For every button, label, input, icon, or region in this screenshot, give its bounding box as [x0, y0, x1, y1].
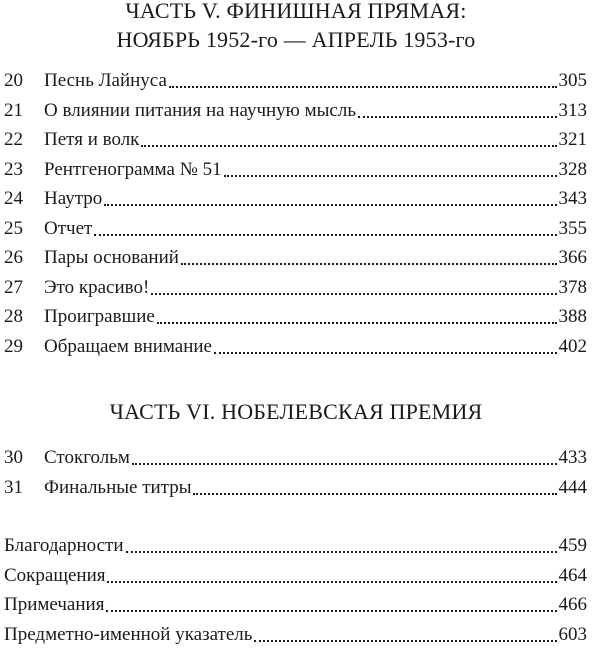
- dot-leader: [169, 86, 557, 88]
- toc-entry-chapter-24[interactable]: [4, 186, 587, 212]
- page-number: 355: [558, 217, 587, 239]
- page-number: 305: [558, 70, 587, 91]
- page-number: 464: [558, 564, 587, 586]
- page-number: 444: [558, 476, 587, 498]
- toc-entry-chapter-27[interactable]: [4, 275, 587, 301]
- dot-leader: [358, 116, 557, 118]
- part-6-heading: ЧАСТЬ VI. НОБЕЛЕВСКАЯ ПРЕМИЯ: [109, 399, 483, 424]
- toc-entry-chapter-29[interactable]: [4, 334, 587, 360]
- chapter-number: 29: [4, 335, 23, 357]
- chapter-number: 31: [4, 476, 23, 498]
- dot-leader: [214, 352, 557, 354]
- chapter-title: Стокгольм: [44, 447, 130, 468]
- toc-entry-chapter-20[interactable]: [4, 68, 587, 94]
- toc-entry-index[interactable]: [4, 622, 587, 648]
- chapter-number: 21: [4, 99, 23, 121]
- chapter-number: 27: [4, 276, 23, 298]
- toc-entry-chapter-31[interactable]: [4, 475, 587, 501]
- toc-entry-chapter-26[interactable]: [4, 245, 587, 271]
- page-number: 343: [558, 188, 587, 209]
- dot-leader: [151, 293, 556, 295]
- chapter-number: 30: [4, 447, 23, 468]
- chapter-number: 28: [4, 306, 23, 327]
- chapter-title: Наутро: [44, 188, 103, 209]
- dot-leader: [224, 175, 557, 177]
- back-matter-title: Благодарности: [4, 535, 124, 556]
- back-matter-title: Примечания: [4, 594, 105, 615]
- dot-leader: [126, 551, 557, 553]
- toc-entry-chapter-22[interactable]: [4, 127, 587, 153]
- chapter-number: 20: [4, 70, 23, 91]
- dot-leader: [254, 640, 556, 642]
- dot-leader: [107, 581, 556, 583]
- toc-entry-notes[interactable]: [4, 592, 587, 618]
- page-number: 388: [558, 306, 587, 327]
- toc-entry-chapter-28[interactable]: [4, 304, 587, 330]
- chapter-title: Финальные титры: [44, 476, 192, 498]
- toc-entry-acknowledgements[interactable]: [4, 533, 587, 559]
- chapter-title: Отчет: [44, 217, 93, 239]
- page-number: 459: [558, 535, 587, 556]
- chapter-title: Проигравшие: [44, 306, 155, 327]
- chapter-number: 26: [4, 247, 23, 268]
- dot-leader: [181, 263, 557, 265]
- page-number: 328: [558, 158, 587, 180]
- dot-leader: [193, 493, 556, 495]
- dot-leader: [94, 234, 556, 236]
- dot-leader: [157, 322, 557, 324]
- dot-leader: [104, 204, 556, 206]
- chapter-title: Рентгенограмма № 51: [44, 158, 222, 180]
- page-number: 378: [558, 276, 587, 298]
- chapter-number: 22: [4, 129, 23, 150]
- chapter-title: Пары оснований: [44, 247, 179, 268]
- page-number: 366: [558, 247, 587, 268]
- chapter-title: О влиянии питания на научную мысль: [44, 99, 356, 121]
- chapter-number: 23: [4, 158, 23, 180]
- back-matter-title: Предметно-именной указатель: [4, 623, 253, 645]
- chapter-title: Обращаем внимание: [44, 335, 212, 357]
- page-number: 313: [558, 99, 587, 121]
- chapter-number: 25: [4, 217, 23, 239]
- toc-entry-chapter-23[interactable]: [4, 157, 587, 183]
- chapter-title: Петя и волк: [44, 129, 140, 150]
- chapter-title: Это красиво!: [44, 276, 150, 298]
- chapter-number: 24: [4, 188, 23, 209]
- page-number: 466: [558, 594, 587, 615]
- toc-entry-abbreviations[interactable]: [4, 563, 587, 589]
- dot-leader: [132, 463, 557, 465]
- part-5-heading-line-2: НОЯБРЬ 1952-го — АПРЕЛЬ 1953-го: [116, 27, 476, 52]
- toc-entry-chapter-21[interactable]: [4, 98, 587, 124]
- dot-leader: [141, 145, 556, 147]
- chapter-title: Песнь Лайнуса: [44, 70, 167, 91]
- page-number: 603: [558, 623, 587, 645]
- part-5-heading-line-1: ЧАСТЬ V. ФИНИШНАЯ ПРЯМАЯ:: [125, 0, 467, 23]
- page-number: 321: [558, 129, 587, 150]
- page-number: 433: [558, 447, 587, 468]
- toc-entry-chapter-30[interactable]: [4, 445, 587, 471]
- dot-leader: [106, 610, 556, 612]
- back-matter-title: Сокращения: [4, 564, 106, 586]
- toc-entry-chapter-25[interactable]: [4, 216, 587, 242]
- page-number: 402: [558, 335, 587, 357]
